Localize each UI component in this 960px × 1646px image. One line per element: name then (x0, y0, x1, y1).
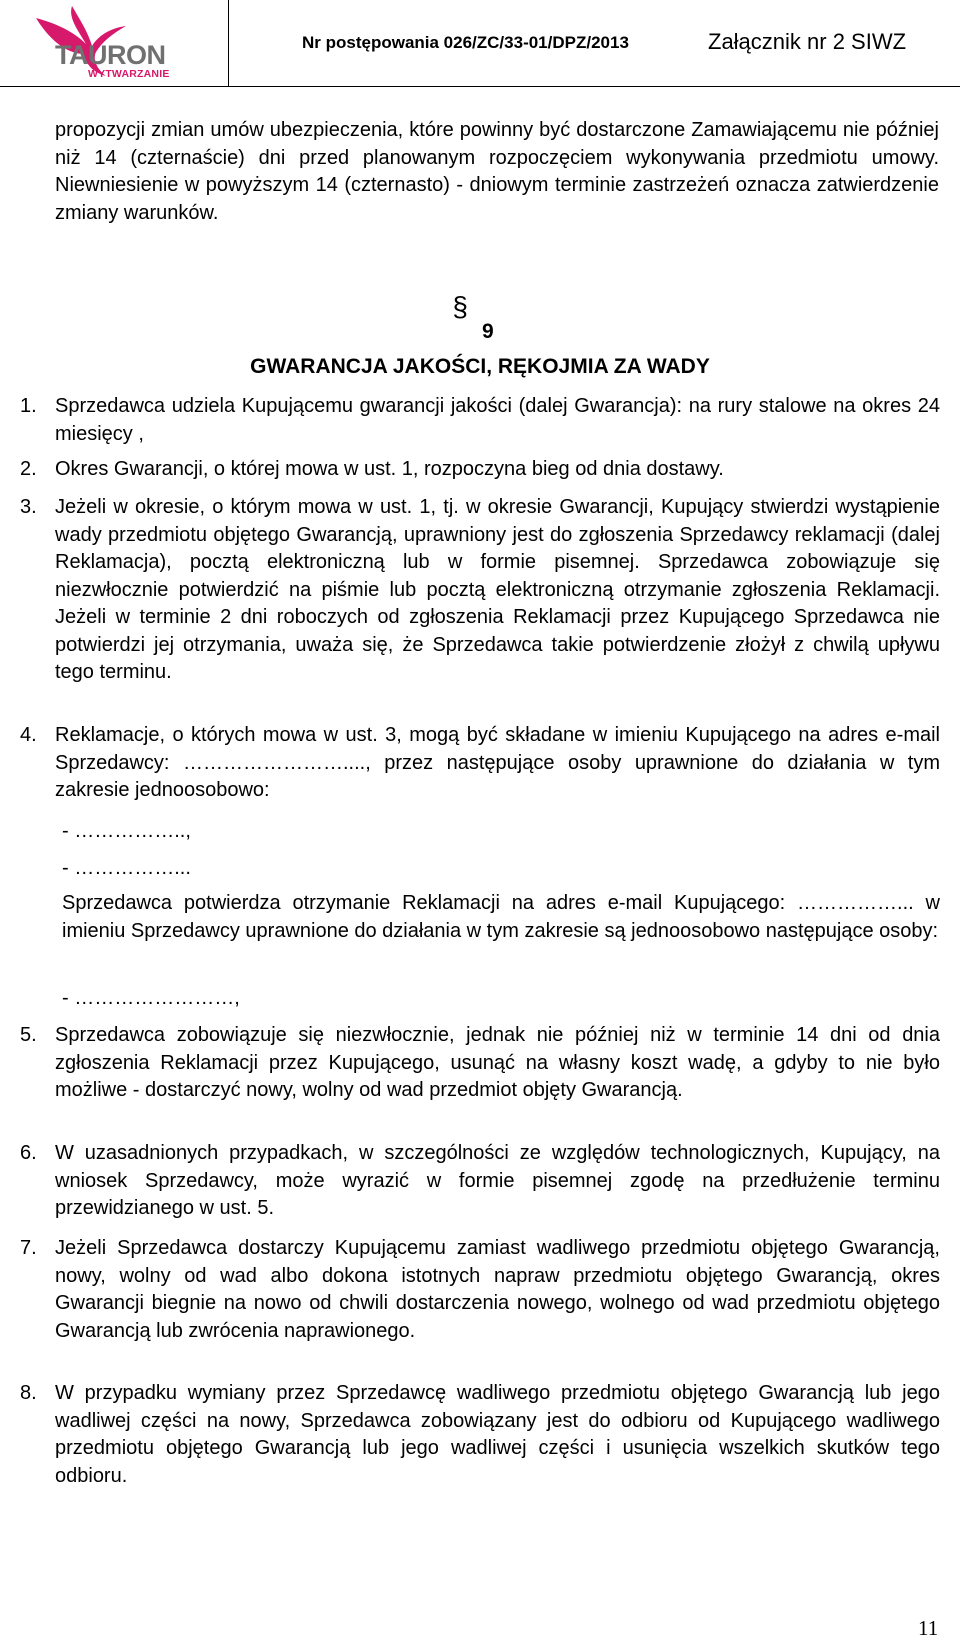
item-text: Reklamacje, o których mowa w ust. 3, mogą być składane w imieniu Kupującego na adres e-mail Sprzedawcy: ……………………...., przez następujące osoby uprawnione do działania w tym zakresie jednoosobowo: (55, 724, 940, 801)
contact-person-placeholder: - ……………... (62, 857, 191, 879)
list-item (20, 1235, 940, 1375)
item-number: 5. (20, 1024, 37, 1046)
section-number (0, 291, 960, 345)
logo-wordmark: TAURON (55, 40, 166, 70)
contact-person-placeholder: - …………….., (62, 820, 191, 842)
item-text: Okres Gwarancji, o której mowa w ust. 1, rozpoczyna bieg od dnia dostawy. (55, 458, 724, 480)
item-number: 7. (20, 1237, 37, 1259)
item-number: 8. (20, 1382, 37, 1404)
header-divider-vertical (228, 0, 229, 86)
item-text: W przypadku wymiany przez Sprzedawcę wadliwego przedmiotu objętego Gwarancją lub jego wadliwej części na nowy, Sprzedawca zobowiązany jest do odbioru od Kupującego wadliwego przedmiotu objętego Gwarancją lub jego wadliwej części i usunięcia wszelkich skutków tego odbioru. (55, 1382, 940, 1487)
item-text: Jeżeli w okresie, o którym mowa w ust. 1, tj. w okresie Gwarancji, Kupujący stwierdzi wystąpienie wady przedmiotu objętego Gwarancją, uprawniony jest do zgłoszenia Sprzedawcy reklamacji (dalej Reklamacja), pocztą elektroniczną lub w formie pisemnej. Sprzedawca zobowiązuje się niezwłocznie potwierdzić na piśmie lub pocztą elektroniczną otrzymanie zgłoszenia Reklamacji. Jeżeli w terminie 2 dni roboczych od zgłoszenia Reklamacji przez Kupującego Sprzedawca nie potwierdzi jej otrzymania, uważa się, że Sprzedawca takie potwierdzenie złożył z chwilą upływu tego terminu. (55, 496, 940, 683)
list-item (20, 1022, 940, 1134)
item-text: Sprzedawca udziela Kupującemu gwarancji jakości (dalej Gwarancja): na rury stalowe na okres 24 miesięcy , (55, 395, 940, 445)
list-item (20, 494, 940, 716)
item-number: 3. (20, 496, 37, 518)
page-header (0, 0, 960, 88)
paragraph-symbol: § (452, 291, 468, 322)
list-item (20, 1380, 940, 1492)
item-text: W uzasadnionych przypadkach, w szczególności ze względów technologicznych, Kupujący, na wniosek Sprzedawcy, może wyrazić w formie pisemnej zgodę na przedłużenie terminu przewidzianego w ust. 5. (55, 1142, 940, 1219)
item-number: 4. (20, 724, 37, 746)
item-text: Jeżeli Sprzedawca dostarczy Kupującemu zamiast wadliwego przedmiotu objętego Gwarancją, nowy, wolny od wad albo dokona istotnych napraw przedmiotu objętego Gwarancją, okres Gwarancji biegnie na nowo od chwili dostarczenia nowego, wolnego od wad przedmiotu objętego Gwarancją lub zwrócenia naprawionego. (55, 1237, 940, 1342)
procedure-number: Nr postępowania 026/ZC/33-01/DPZ/2013 (302, 33, 629, 52)
logo-subtitle: WYTWARZANIE (88, 68, 170, 80)
list-item (20, 1140, 940, 1224)
item-text: Sprzedawca zobowiązuje się niezwłocznie, jednak nie później niż w terminie 14 dni od dnia zgłoszenia Reklamacji przez Kupującego, usunąć na własny koszt wadę, a gdyby to nie było możliwe - dostarczyć nowy, wolny od wad przedmiot objęty Gwarancją. (55, 1024, 940, 1101)
list-item (20, 456, 940, 484)
item-number: 2. (20, 458, 37, 480)
page-number: 11 (918, 1616, 939, 1640)
header-divider-horizontal (0, 86, 960, 87)
list-item (20, 722, 940, 806)
confirmation-paragraph: Sprzedawca potwierdza otrzymanie Reklamacji na adres e-mail Kupującego: ……………... w imieniu Sprzedawcy uprawnione do działania w tym zakresie są jednoosobowo następujące osoby: (62, 892, 940, 942)
lead-paragraph: propozycji zmian umów ubezpieczenia, które powinny być dostarczone Zamawiającemu nie później niż 14 (czternaście) dni przed planowanym rozpoczęciem wykonywania przedmiotu umowy. Niewniesienie w powyższym 14 (czternasto) - dniowym terminie zastrzeżeń oznacza zatwierdzenie zmiany warunków. (55, 119, 939, 224)
section-title: GWARANCJA JAKOŚCI, RĘKOJMIA ZA WADY (250, 355, 710, 378)
item-number: 6. (20, 1142, 37, 1164)
section-number-value: 9 (481, 320, 494, 343)
list-item (20, 393, 940, 449)
attachment-label: Załącznik nr 2 SIWZ (708, 29, 907, 54)
item-number: 1. (20, 395, 37, 417)
contact-person-placeholder: - ……………………, (62, 987, 240, 1009)
